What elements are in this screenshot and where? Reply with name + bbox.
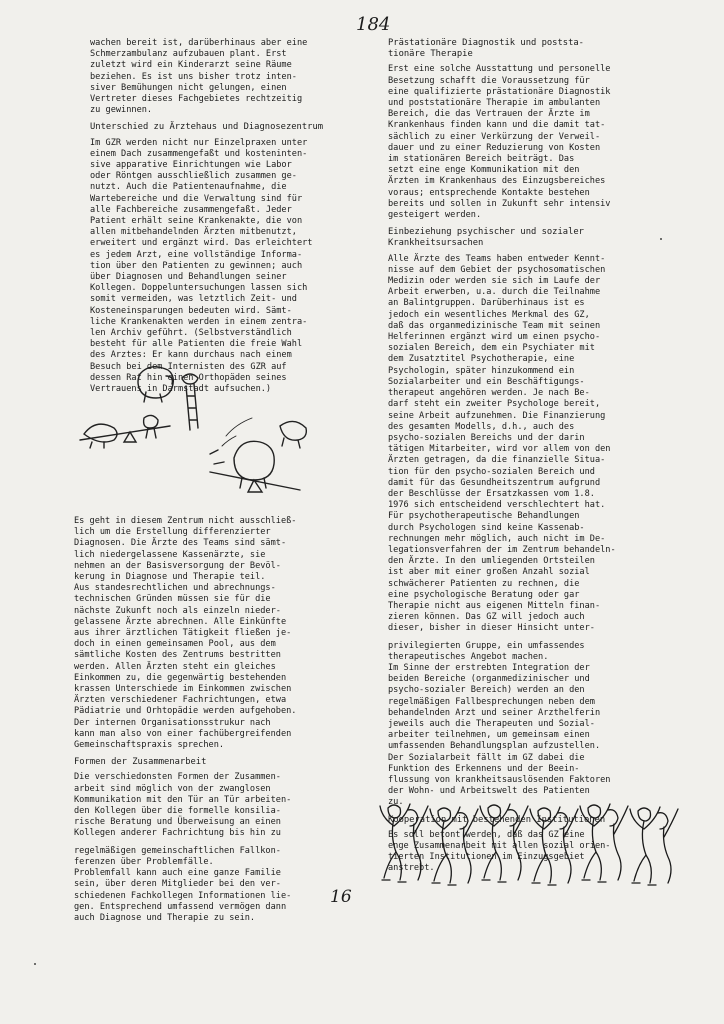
scan-speck xyxy=(34,963,36,965)
left-bottom-paragraph: Es geht in diesem Zentrum nicht ausschließ- lich um die Erstellung differenzierter Diagnosen. Die Ärzte des Teams sind sämt- lich niedergelassene Kassenärzte, sie nehmen an der Basisversorgung der Bevöl- kerung in Diagnose und Therapie teil. Aus standesrechtlichen und abrechnungs- technischen Gründen müssen sie für die nächste Zukunft noch als einzeln nieder- gelassene Ärzte abrechnen. Alle Einkünfte aus ihrer ärztlichen Tätigkeit fließen je- doch in einen gemeinsamen Pool, aus dem sämtliche Kosten des Zentrums bestritten werden. Allen Ärzten steht ein gleiches Einkommen zu, die gegenwärtig bestehenden krassen Unterschiede im Einkommen zwischen Ärzten verschiedener Fachrichtungen, etwa Pädiatrie und Orhtopädie werden aufgehoben. Der internen Organisationsstrukur nach kann man also von einer fachübergreifenden Gemeinschaftspraxis sprechen. xyxy=(74,516,297,751)
right-paragraph: Erst eine solche Ausstattung und personelle Besetzung schafft die Voraussetzung für eine qualifizierte prästationäre Diagnostik und poststationäre Therapie im ambulanten Bereich, die das Vertrauen der Ärzte im Krankenhaus finden kann und die damit tat- sächlich zu einer Verkürzung der Verweil- dauer und zu einer Reduzierung von Kosten im stationären Bereich beiträgt. Das setzt eine enge Kommunikation mit den Ärzten im Krankenhaus des Einzugsbereiches voraus; entsprechende Kontakte bestehen bereits und sollen in Zukunft sehr intensiv gesteigert werden. xyxy=(388,64,611,221)
right-paragraph: privilegierten Gruppe, ein umfassendes therapeutisches Angebot machen. Im Sinne der erstrebten Integration der beiden Bereiche (organmedizinischer und psycho-sozialer Bereich) werden an den regelmäßigen Fallbesprechungen neben dem behandelnden Arzt und seiner Arzthelferin jeweils auch die Therapeuten und Sozial- arbeiter teilnehmen, um gemeinsam einen umfassenden Behandlungsplan aufzustellen. Der Sozialarbeit fällt im GZ dabei die Funktion des Erkennens und der Beein- flussung von krankheitsauslösenden Faktoren der Wohn- und Arbeitswelt des Patienten zu. xyxy=(388,640,611,808)
left-bottom-paragraph: Die verschiedonsten Formen der Zusammen- arbeit sind möglich von der zwanglosen Kommunikation mit den Tür an Tür arbeiten- den Kollegen über die formelle konsilia- rische Beratung und Überweisung an einen Kollegen anderer Fachrichtung bis hin zu xyxy=(74,772,292,839)
right-heading: Kooperation mit bestehenden Institutionen xyxy=(388,814,606,825)
seesaw-cartoon-icon xyxy=(74,356,314,512)
scan-speck xyxy=(660,238,662,240)
right-paragraph: Es soll betont werden, daß das GZ eine enge Zusammenarbeit mit allen sozial orien- tierten Institutionen im Einzugsgebiet anstrebt. xyxy=(388,829,611,874)
right-heading: Einbeziehung psychischer und sozialer Krankheitsursachen xyxy=(388,227,584,249)
left-bottom-heading: Formen der Zusammenarbeit xyxy=(74,757,207,768)
page-number-top: 184 xyxy=(356,14,391,35)
left-bottom-paragraph: regelmäßigen gemeinschaftlichen Fallkon- ferenzen über Problemfälle. Problemfall kann auch eine ganze Familie sein, über deren Mitglieder bei den ver- schiedenen Fachkollegen Informationen lie- gen. Entsprechend umfassend vermögen dann auch Diagnose und Therapie zu sein. xyxy=(74,845,292,923)
left-column-top xyxy=(90,38,348,401)
right-heading: Prästationäre Diagnostik und poststa- tionäre Therapie xyxy=(388,38,584,60)
left-top-paragraph: Im GZR werden nicht nur Einzelpraxen unter einem Dach zusammengefaßt und kosteninten- sive apparative Einrichtungen wie Labor oder Röntgen ausschließlich zusammen ge- nutzt. Auch die Patientenaufnahme, die Wartebereiche und die Verwaltung sind für alle Fachbereiche zusammengefaßt. Jeder Patient erhält seine Krankenakte, die von allen mitbehandelnden Ärzten mitbenutzt, erweitert und ergänzt wird. Das erleichtert es jedem Arzt, eine vollständige Informa- tion über den Patienten zu gewinnen; auch über Diagnosen und Behandlungen seiner Kollegen. Doppeluntersuchungen lassen sich somit vermeiden, was letztlich Zeit- und Kosteneinsparungen bedeuten wird. Sämt- liche Krankenakten werden in einem zentra- len Archiv geführt. (Selbstverständlich besteht für alle Patienten die freie Wahl des Arztes: Er kann durchaus nach einem Besuch bei dem Internisten des GZR auf dessen Rat hin einen Orthopäden seines Vertrauens in Darmstadt aufsuchen.) xyxy=(90,137,313,395)
left-top-paragraph: wachen bereit ist, darüberhinaus aber eine Schmerzambulanz aufzubauen plant. Erst zuletzt wird ein Kinderarzt seine Räume beziehen. Es ist uns bisher trotz inten- siver Bemühungen nicht gelungen, einen Vertreter dieses Fachgebietes rechtzeitig zu gewinnen. xyxy=(90,38,308,116)
left-top-heading: Unterschied zu Ärztehaus und Diagnosezentrum xyxy=(90,122,324,133)
right-column xyxy=(388,33,650,881)
dancing-figures-cartoon-icon xyxy=(378,800,682,890)
right-paragraph: Alle Ärzte des Teams haben entweder Kennt- nisse auf dem Gebiet der psychosomatischen Medizin oder werden sie sich im Laufe der Arbeit erwerben, u.a. durch die Teilnahme an Balintgruppen. Darüberhinaus ist es jedoch ein wesentliches Merkmal des GZ, daß das organmedizinische Team mit seinen Helferinnen ergänzt wird um einen psycho- sozialen Bereich, dem ein Psychiater mit dem Zusatztitel Psychotherapie, eine Psychologin, später hinzukommend ein Sozialarbeiter und ein Beschäftigungs- therapeut angehören werden. Je nach Be- darf steht ein zweiter Psychologe bereit, seine Arbeit aufzunehmen. Die Finanzierung des gesamten Modells, d.h., auch des psycho-sozialen Bereichs und der darin tätigen Mitarbeiter, wird vor allem von den Ärzten getragen, da die finanzielle Situa- tion für den psycho-sozialen Bereich und damit für das Gesundheitszentrum aufgrund der Beschlüsse der Ersatzkassen vom 1.8. 1976 sich entscheidend verschlechtert hat. Für psychotherapeutische Behandlungen durch Psychologen sind keine Kassenab- rechnungen mehr möglich, auch nicht im De- legationsverfahren der im Zentrum behandeln- den Ärzte. In den umliegenden Ortsteilen ist aber mit einer großen Anzahl sozial schwächerer Patienten zu rechnen, die eine psychologische Beratung oder gar Therapie nicht aus eigenen Mitteln finan- zieren können. Das GZ will jedoch auch dieser, bisher in dieser Hinsicht unter- xyxy=(388,253,616,634)
page-number-bottom: 16 xyxy=(330,887,352,907)
left-column-bottom xyxy=(74,516,342,930)
